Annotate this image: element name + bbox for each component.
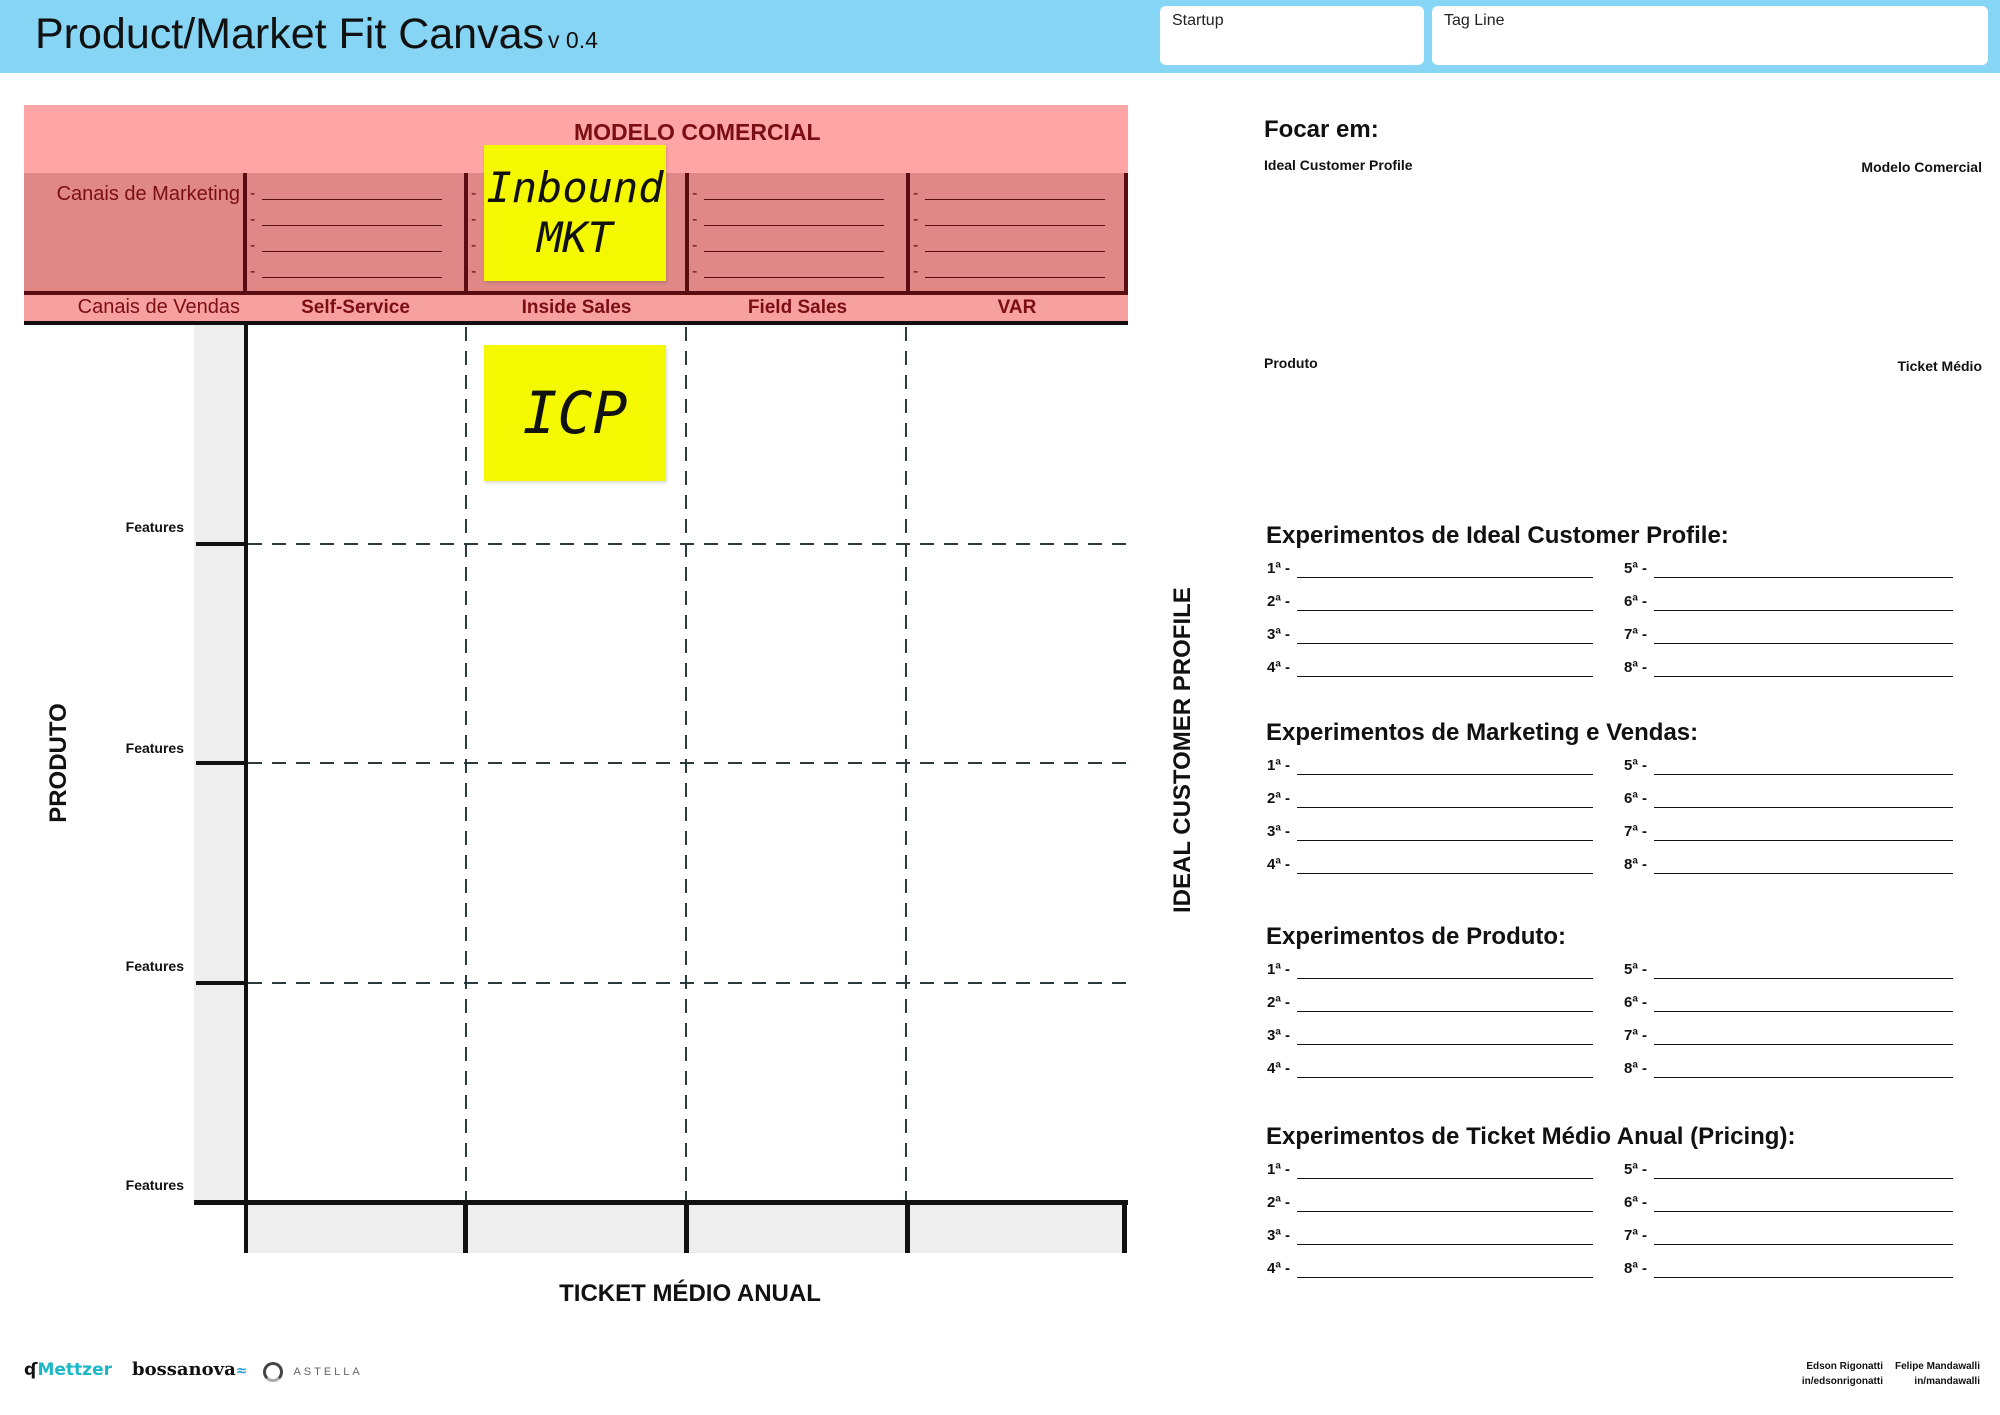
experiment-entry[interactable] bbox=[1624, 961, 1953, 981]
experiment-line[interactable] bbox=[1297, 1044, 1593, 1045]
experiment-number: 1ª - bbox=[1267, 1161, 1291, 1178]
icp-axis-label: IDEAL CUSTOMER PROFILE bbox=[1169, 587, 1196, 913]
experiment-entry[interactable] bbox=[1624, 790, 1953, 810]
bossanova-logo: bossanova≈ bbox=[132, 1359, 248, 1380]
marketing-dash: - bbox=[250, 263, 256, 280]
marketing-dash: - bbox=[471, 211, 477, 228]
experiment-number: 3ª - bbox=[1267, 626, 1291, 643]
title-text: Product/Market Fit Canvas bbox=[35, 10, 545, 58]
author-edson bbox=[1760, 1359, 1883, 1389]
author1-name: Edson Rigonatti bbox=[1806, 1361, 1883, 1372]
marketing-dash: - bbox=[913, 211, 919, 228]
experiment-line[interactable] bbox=[1297, 1178, 1593, 1179]
experiment-entry[interactable] bbox=[1624, 659, 1953, 679]
experiment-number: 5ª - bbox=[1624, 757, 1648, 774]
experiment-number: 6ª - bbox=[1624, 593, 1648, 610]
experiment-entry[interactable] bbox=[1267, 593, 1593, 613]
experiment-entry[interactable] bbox=[1624, 1060, 1953, 1080]
astella-logo bbox=[263, 1362, 363, 1382]
bossanova-logo-text: bossanova bbox=[132, 1359, 236, 1380]
experiments-section-title: Experimentos de Ideal Customer Profile: bbox=[1266, 522, 1729, 549]
experiment-line[interactable] bbox=[1654, 774, 1953, 775]
astella-logo-text: ASTELLA bbox=[293, 1366, 363, 1378]
experiment-number: 6ª - bbox=[1624, 1194, 1648, 1211]
focus-ticket: Ticket Médio bbox=[1897, 358, 1982, 374]
experiment-number: 4ª - bbox=[1267, 1260, 1291, 1277]
experiment-line[interactable] bbox=[1654, 1044, 1953, 1045]
features-label: Features bbox=[125, 958, 184, 974]
produto-axis-label: PRODUTO bbox=[45, 703, 72, 823]
experiment-entry[interactable] bbox=[1267, 1161, 1593, 1181]
experiment-line[interactable] bbox=[1297, 774, 1593, 775]
experiment-number: 8ª - bbox=[1624, 659, 1648, 676]
experiments-section-title: Experimentos de Ticket Médio Anual (Pricing): bbox=[1266, 1123, 1796, 1150]
experiment-entry[interactable] bbox=[1624, 593, 1953, 613]
experiment-number: 1ª - bbox=[1267, 961, 1291, 978]
experiment-line[interactable] bbox=[1297, 1277, 1593, 1278]
experiment-line[interactable] bbox=[1297, 643, 1593, 644]
experiment-line[interactable] bbox=[1297, 1077, 1593, 1078]
experiment-line[interactable] bbox=[1654, 1211, 1953, 1212]
experiment-number: 4ª - bbox=[1267, 856, 1291, 873]
experiment-line[interactable] bbox=[1654, 577, 1953, 578]
column-field-sales: Field Sales bbox=[747, 297, 848, 318]
author2-name: Felipe Mandawalli bbox=[1894, 1361, 1980, 1372]
focus-title: Focar em: bbox=[1264, 116, 1379, 143]
experiment-line[interactable] bbox=[1654, 978, 1953, 979]
focus-produto: Produto bbox=[1264, 355, 1318, 371]
marketing-dash: - bbox=[471, 263, 477, 280]
experiment-line[interactable] bbox=[1654, 1244, 1953, 1245]
experiment-line[interactable] bbox=[1297, 676, 1593, 677]
experiment-line[interactable] bbox=[1654, 1178, 1953, 1179]
experiment-line[interactable] bbox=[1297, 1011, 1593, 1012]
experiment-entry[interactable] bbox=[1267, 659, 1593, 679]
experiment-entry[interactable] bbox=[1267, 994, 1593, 1014]
column-self-service: Self-Service bbox=[301, 297, 410, 318]
experiment-entry[interactable] bbox=[1624, 994, 1953, 1014]
experiment-entry[interactable] bbox=[1267, 626, 1593, 646]
experiment-line[interactable] bbox=[1654, 1277, 1953, 1278]
experiment-number: 5ª - bbox=[1624, 560, 1648, 577]
experiment-line[interactable] bbox=[1654, 1077, 1953, 1078]
experiment-line[interactable] bbox=[1654, 1011, 1953, 1012]
experiment-number: 8ª - bbox=[1624, 856, 1648, 873]
experiment-number: 4ª - bbox=[1267, 1060, 1291, 1077]
tagline-label: Tag Line bbox=[1444, 12, 1505, 29]
experiment-number: 1ª - bbox=[1267, 560, 1291, 577]
experiment-number: 3ª - bbox=[1267, 1027, 1291, 1044]
experiment-number: 7ª - bbox=[1624, 823, 1648, 840]
marketing-dash: - bbox=[692, 185, 698, 202]
experiment-entry[interactable] bbox=[1624, 626, 1953, 646]
experiment-entry[interactable] bbox=[1624, 1227, 1953, 1247]
experiment-line[interactable] bbox=[1654, 610, 1953, 611]
experiment-line[interactable] bbox=[1654, 643, 1953, 644]
experiment-number: 6ª - bbox=[1624, 790, 1648, 807]
experiment-line[interactable] bbox=[1297, 1244, 1593, 1245]
experiment-entry[interactable] bbox=[1624, 1027, 1953, 1047]
sticky-note-inbound-mkt[interactable] bbox=[484, 145, 666, 281]
startup-label: Startup bbox=[1172, 12, 1224, 29]
experiment-number: 2ª - bbox=[1267, 593, 1291, 610]
experiment-line[interactable] bbox=[1654, 840, 1953, 841]
experiment-line[interactable] bbox=[1654, 807, 1953, 808]
experiment-line[interactable] bbox=[1297, 807, 1593, 808]
sticky-inbound-line1: Inbound bbox=[486, 163, 664, 212]
sticky-icp-text: ICP bbox=[522, 379, 628, 447]
focus-icp: Ideal Customer Profile bbox=[1264, 157, 1413, 173]
experiment-line[interactable] bbox=[1297, 978, 1593, 979]
experiment-entry[interactable] bbox=[1624, 1194, 1953, 1214]
column-var: VAR bbox=[997, 297, 1037, 318]
experiment-number: 3ª - bbox=[1267, 1227, 1291, 1244]
experiment-number: 2ª - bbox=[1267, 1194, 1291, 1211]
experiment-number: 1ª - bbox=[1267, 757, 1291, 774]
marketing-dash: - bbox=[913, 185, 919, 202]
experiment-entry[interactable] bbox=[1624, 560, 1953, 580]
experiment-number: 4ª - bbox=[1267, 659, 1291, 676]
experiment-number: 7ª - bbox=[1624, 1027, 1648, 1044]
modelo-comercial-title: MODELO COMERCIAL bbox=[574, 119, 821, 145]
experiment-line[interactable] bbox=[1297, 577, 1593, 578]
features-label: Features bbox=[125, 519, 184, 535]
experiment-entry[interactable] bbox=[1267, 1027, 1593, 1047]
mettzer-logo: ʠMettzer bbox=[24, 1360, 112, 1380]
experiment-number: 6ª - bbox=[1624, 994, 1648, 1011]
marketing-dash: - bbox=[471, 237, 477, 254]
experiment-entry[interactable] bbox=[1267, 1060, 1593, 1080]
experiment-entry[interactable] bbox=[1624, 1161, 1953, 1181]
marketing-dash: - bbox=[913, 263, 919, 280]
column-inside-sales: Inside Sales bbox=[521, 297, 632, 318]
experiment-number: 7ª - bbox=[1624, 1227, 1648, 1244]
experiment-line[interactable] bbox=[1297, 610, 1593, 611]
experiment-number: 8ª - bbox=[1624, 1060, 1648, 1077]
experiment-entry[interactable] bbox=[1267, 961, 1593, 981]
experiment-entry[interactable] bbox=[1267, 1227, 1593, 1247]
astella-circle-icon bbox=[263, 1362, 283, 1382]
experiment-line[interactable] bbox=[1297, 1211, 1593, 1212]
experiments-section-title: Experimentos de Produto: bbox=[1266, 923, 1567, 950]
features-label: Features bbox=[125, 1177, 184, 1193]
experiment-entry[interactable] bbox=[1624, 1260, 1953, 1280]
experiment-entry[interactable] bbox=[1624, 856, 1953, 876]
experiment-entry[interactable] bbox=[1267, 560, 1593, 580]
mettzer-logo-text: Mettzer bbox=[37, 1360, 112, 1380]
sticky-note-icp[interactable] bbox=[484, 345, 666, 481]
experiment-entry[interactable] bbox=[1267, 856, 1593, 876]
experiment-number: 7ª - bbox=[1624, 626, 1648, 643]
experiment-line[interactable] bbox=[1297, 840, 1593, 841]
experiment-number: 2ª - bbox=[1267, 790, 1291, 807]
features-label: Features bbox=[125, 740, 184, 756]
ticket-axis-label: TICKET MÉDIO ANUAL bbox=[559, 1280, 821, 1307]
marketing-dash: - bbox=[692, 237, 698, 254]
version-text: v 0.4 bbox=[548, 27, 598, 53]
marketing-dash: - bbox=[471, 185, 477, 202]
experiments-section-title: Experimentos de Marketing e Vendas: bbox=[1266, 719, 1699, 746]
experiment-line[interactable] bbox=[1654, 676, 1953, 677]
experiment-entry[interactable] bbox=[1624, 823, 1953, 843]
marketing-dash: - bbox=[692, 211, 698, 228]
experiment-entry[interactable] bbox=[1267, 757, 1593, 777]
author1-link[interactable]: in/edsonrigonatti bbox=[1801, 1376, 1883, 1387]
experiment-entry[interactable] bbox=[1267, 1260, 1593, 1280]
experiment-number: 8ª - bbox=[1624, 1260, 1648, 1277]
author2-link[interactable]: in/mandawalli bbox=[1914, 1376, 1980, 1387]
experiment-entry[interactable] bbox=[1267, 1194, 1593, 1214]
experiment-line[interactable] bbox=[1297, 873, 1593, 874]
marketing-dash: - bbox=[250, 237, 256, 254]
experiment-number: 2ª - bbox=[1267, 994, 1291, 1011]
marketing-dash: - bbox=[913, 237, 919, 254]
experiment-entry[interactable] bbox=[1624, 757, 1953, 777]
experiment-entry[interactable] bbox=[1267, 790, 1593, 810]
canais-marketing-label: Canais de Marketing bbox=[56, 183, 240, 205]
sticky-inbound-line2: MKT bbox=[537, 213, 613, 262]
experiment-line[interactable] bbox=[1654, 873, 1953, 874]
focus-modelo: Modelo Comercial bbox=[1861, 159, 1982, 175]
experiment-number: 3ª - bbox=[1267, 823, 1291, 840]
marketing-dash: - bbox=[250, 211, 256, 228]
experiment-entry[interactable] bbox=[1267, 823, 1593, 843]
author-felipe bbox=[1870, 1359, 1980, 1389]
canais-vendas-label: Canais de Vendas bbox=[77, 296, 240, 318]
experiment-number: 5ª - bbox=[1624, 961, 1648, 978]
marketing-dash: - bbox=[692, 263, 698, 280]
experiment-number: 5ª - bbox=[1624, 1161, 1648, 1178]
marketing-dash: - bbox=[250, 185, 256, 202]
